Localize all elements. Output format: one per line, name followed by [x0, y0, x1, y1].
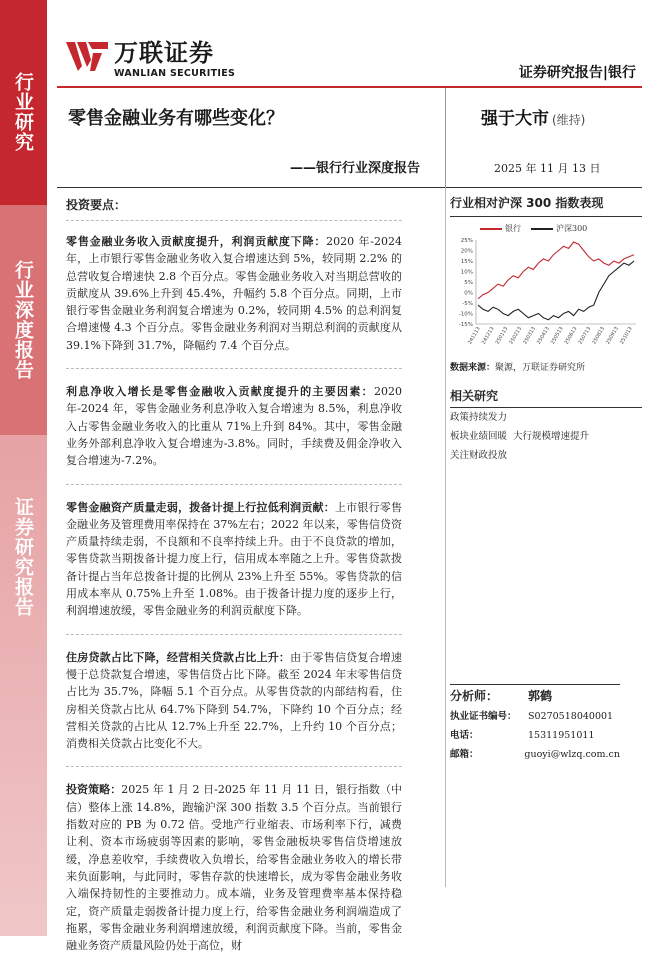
brand-name-cn: 万联证券	[114, 39, 214, 67]
summary-paragraph: 投资策略：2025 年 1 月 2 日-2025 年 11 月 11 日，银行指数（中信）整体上涨 14.8%，跑输沪深 300 指数 3.5 个百分点。当前银行指数对应的 PB 为 0.72 倍。受地产行业缩表、市场利率下行，减费让利、资本市场疲弱等因素的影响，零售金融板块零售信贷增速放缓，净息差收窄，手续费收入负增长，给零售金融业务收入的增长带来负面影响，与此同时，零售存款的快速增长，成为零售金融业务收入端保持韧性的主要推动力。成本端，业务及管理费率基本保持稳定，资产质量走弱拨备计提力度上行，给零售金融业务利润端造成了拖累，零售金融业务利润增速放缓，利润贡献度下降。当前，零售金融业务资产质量风险仍处于高位，财	[66, 783, 402, 953]
side-tag-industry-research: 行业研究	[0, 0, 47, 205]
side-tag-securities-report: 证券研究报告	[0, 435, 47, 936]
chart-heading: 行业相对沪深 300 指数表现	[450, 190, 642, 217]
report-category: 证券研究报告|银行	[518, 65, 636, 81]
legend-item-bank: 银行	[480, 223, 521, 234]
relative-performance-chart	[450, 234, 642, 354]
x-tick-label: 250313	[522, 326, 538, 346]
summary-block	[66, 634, 402, 753]
header-divider	[57, 86, 642, 88]
column-divider	[445, 187, 446, 887]
chart-source: 数据来源：聚源，万联证券研究所	[450, 363, 586, 373]
x-tick-label: 241213	[480, 326, 496, 346]
x-tick-label: 250113	[494, 326, 510, 346]
investment-summary	[66, 194, 402, 954]
x-tick-label: 241113	[466, 326, 482, 346]
rating-note: (维持)	[552, 113, 586, 127]
summary-paragraph: 利息净收入增长是零售金融收入贡献度提升的主要因素：2020 年-2024 年，零售金融业务利息净收入复合增速为 8.5%，利息净收入占零售金融业务收入的比重从 71%上升到 84%。其中，零售金融业务外部利息净收入复合增速为-3.8%。同时，手续费及佣金净收入复合增速为-7.2%。	[66, 385, 402, 468]
chart-legend	[450, 223, 642, 234]
x-tick-label: 250813	[591, 326, 607, 346]
analyst-email[interactable]: guoyi@wlzq.com.cn	[524, 749, 620, 760]
y-tick-label: 5%	[464, 280, 473, 286]
summary-paragraph: 零售金融业务收入贡献度提升，利润贡献度下降：2020 年-2024 年，上市银行零售金融业务收入复合增速达到 5%，较同期 2.2% 的总营收复合增速快 2.8 个百分点。零售金融业务收入对当期总营收的贡献度从 39.6%上升到 45.4%，升幅约 5.8 个百分点。同期，上市银行零售金融业务利润复合增速为 0.2%，较同期 4.5% 的总利润复合增速慢 4.3 个百分点。零售金融业务利润对当期总利润的贡献度从 39.1%下降到 31.7%，降幅约 7.4 个百分点。	[66, 235, 403, 352]
x-tick-label: 251013	[618, 326, 634, 346]
y-tick-label: 20%	[460, 248, 473, 255]
rating-value: 强于大市	[481, 109, 549, 129]
y-tick-label: 0%	[464, 290, 473, 297]
related-item[interactable]: 板块业绩回暖 大行规模增速提升	[450, 431, 590, 442]
x-tick-label: 250913	[605, 326, 620, 346]
rating	[481, 104, 585, 129]
y-tick-label: -15%	[458, 322, 473, 328]
x-tick-label: 250213	[508, 326, 524, 346]
summary-paragraph: 零售金融资产质量走弱，拨备计提上行拉低利润贡献：上市银行零售金融业务及管理费用率保持在 37%左右；2022 年以来，零售信贷资产质量持续走弱，不良额和不良率持续上升。由于不良贷款的增加，零售贷款当期拨备计提力度上行，信用成本率随之上升。零售贷款拨备计提占当年总拨备计提的比例从 23%上升至 55%。零售贷款的信用成本率从 0.75%上升至 1.08%。由于拨备计提力度的逐步上行，利润增速放缓，零售金融业务的利润贡献度下降。	[66, 500, 403, 618]
page-subtitle: ——银行行业深度报告	[290, 161, 421, 176]
wanlian-logo-icon	[66, 40, 108, 73]
related-item[interactable]: 关注财政投放	[450, 450, 508, 461]
summary-heading: 投资要点：	[66, 198, 127, 212]
x-tick-label: 250613	[563, 326, 579, 346]
analyst-info	[450, 684, 620, 764]
summary-block	[66, 220, 402, 354]
side-panel	[450, 190, 642, 465]
company-logo	[66, 40, 235, 79]
y-tick-label: 15%	[460, 259, 473, 265]
side-banner	[0, 0, 47, 936]
report-date: 2025 年 11 月 13 日	[494, 162, 601, 175]
summary-block	[66, 766, 402, 954]
page-title: 零售金融业务有哪些变化？	[68, 108, 284, 129]
y-tick-label: -5%	[462, 301, 473, 307]
header-bottom-divider	[57, 187, 642, 188]
legend-swatch	[480, 228, 502, 230]
analyst-row[interactable]: 邮箱： guoyi@wlzq.com.cn	[450, 745, 620, 764]
analyst-name: 郭鹤	[528, 689, 553, 703]
x-tick-label: 250513	[549, 326, 565, 346]
y-tick-label: 25%	[460, 238, 473, 244]
analyst-row: 电话： 15311951011	[450, 730, 595, 741]
summary-block	[66, 368, 402, 469]
analyst-name-row: 分析师： 郭鹤	[450, 685, 620, 707]
title-vertical-divider	[445, 88, 446, 188]
x-tick-label: 250713	[577, 326, 593, 346]
summary-block	[66, 484, 402, 620]
related-item[interactable]: 政策持续发力	[450, 412, 508, 423]
related-research-heading: 相关研究	[450, 385, 642, 408]
brand-name-en: WANLIAN SECURITIES	[114, 68, 236, 79]
series-line-hs300	[478, 261, 634, 320]
x-tick-label: 250413	[536, 326, 551, 346]
summary-paragraph: 住房贷款占比下降，经营相关贷款占比上升：由于零售信贷复合增速慢于总贷款复合增速，零售信贷占比下降。截至 2024 年末零售信贷占比为 35.7%，降幅 5.1 个百分点。从零售贷款的内部结构看，住房相关贷款占比从 64.7%下降到 54.7%，下降约 10 个百分点；经营相关贷款的占比从 12.7%上升至 22.7%，上升约 10 个百分点；消费相关贷款占比变化不大。	[66, 650, 403, 751]
series-line-bank	[478, 242, 634, 299]
legend-item-hs300: 沪深300	[531, 223, 587, 234]
analyst-row: 执业证书编号： S0270518040001	[450, 711, 614, 722]
side-tag-deep-report: 行业深度报告	[0, 205, 47, 435]
y-tick-label: -10%	[458, 311, 473, 318]
y-tick-label: 10%	[460, 269, 473, 276]
legend-swatch	[531, 228, 553, 230]
